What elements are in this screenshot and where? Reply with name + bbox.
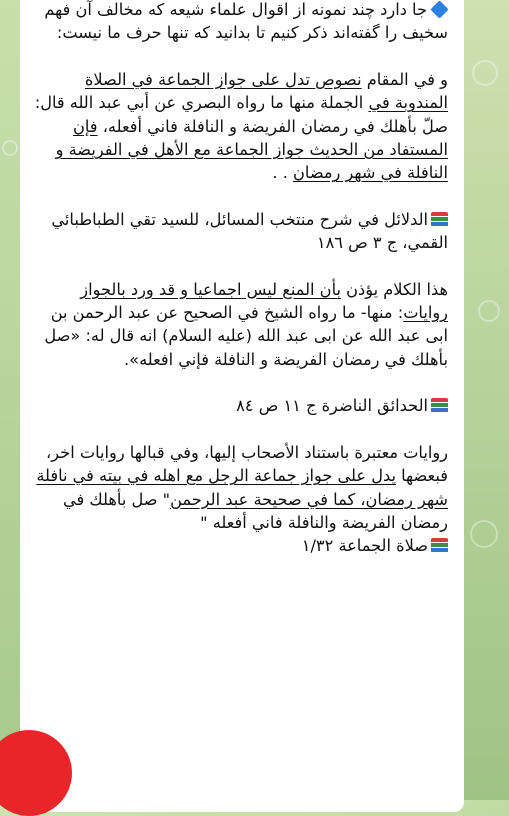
text-run: الجملة منها ما رواه البصري عن أبي عبد الله قال: صلّ بأهلك في رمضان الفريضة و النافلة فاني أفعله، — [34, 93, 448, 136]
text-run: : منها- ما رواه الشيخ في الصحيح عن عبد الرحمن بن ابى عبد الله عن ابى عبد الله (عليه السلام) انه قال له: «صل بأهلك في رمضان الفريضة و النافلة فإني افعله». — [44, 303, 448, 369]
reference-text: الدلائل في شرح منتخب المسائل، للسيد تقي الطباطبائي القمي، ج ٣ ص ١٨٦ — [51, 209, 448, 253]
underlined-text: بأن المنع ليس اجماعيا و قد ورد بالجواز روايات — [80, 279, 448, 323]
intro-text: جا دارد چند نمونه از اقوال علماء شیعه که مخالف آن فهم سخیف را گفته‌اند ذکر کنیم تا بدانید که تنها حرف ما نیست: — [44, 0, 448, 43]
reference-text: صلاة الجماعة ١/٣٢ — [301, 536, 428, 556]
reference-3 — [32, 534, 448, 557]
wallpaper-doodle — [472, 60, 498, 86]
reference-text: الحدائق الناضرة ج ١١ ص ٨٤ — [236, 396, 428, 416]
books-icon — [431, 538, 448, 553]
blue-diamond-icon — [430, 0, 448, 18]
wallpaper-doodle — [470, 520, 498, 548]
text-run: . . — [272, 163, 293, 183]
books-icon — [431, 398, 448, 413]
underlined-text: فإن المستفاد من الحديث جواز الجماعة مع الأهل في الفريضة و النافلة في شهر رمضان — [55, 116, 448, 183]
wallpaper-doodle — [2, 140, 18, 156]
paragraph-1 — [32, 68, 448, 185]
paragraph-2 — [32, 278, 448, 372]
chat-wallpaper-left — [0, 0, 20, 800]
text-run: و في المقام — [361, 69, 448, 89]
intro-paragraph — [32, 0, 448, 45]
paragraph-3 — [32, 441, 448, 535]
reference-2 — [32, 394, 448, 417]
chat-wallpaper-right — [464, 0, 509, 800]
message-bubble[interactable] — [20, 0, 464, 812]
text-run: " صل بأهلك في رمضان الفريضة والنافلة فاني أفعله " — [62, 489, 448, 532]
reference-1 — [32, 208, 448, 255]
text-run: هذا الكلام يؤذن — [341, 279, 448, 299]
underlined-text: نصوص تدل على جواز الجماعة في الصلاة المندوبة في — [84, 69, 448, 113]
message-text — [20, 0, 464, 558]
books-icon — [431, 212, 448, 227]
text-run: روايات معتبرة باستناد الأصحاب إليها، وفي قبالها روايات اخر، فبعضها — [46, 442, 448, 486]
underlined-text: يدل على جواز جماعة الرجل مع اهله في بيته في نافلة شهر رمضان، كما في صحيحة عبد الرحمن — [36, 466, 448, 509]
wallpaper-doodle — [478, 300, 500, 322]
